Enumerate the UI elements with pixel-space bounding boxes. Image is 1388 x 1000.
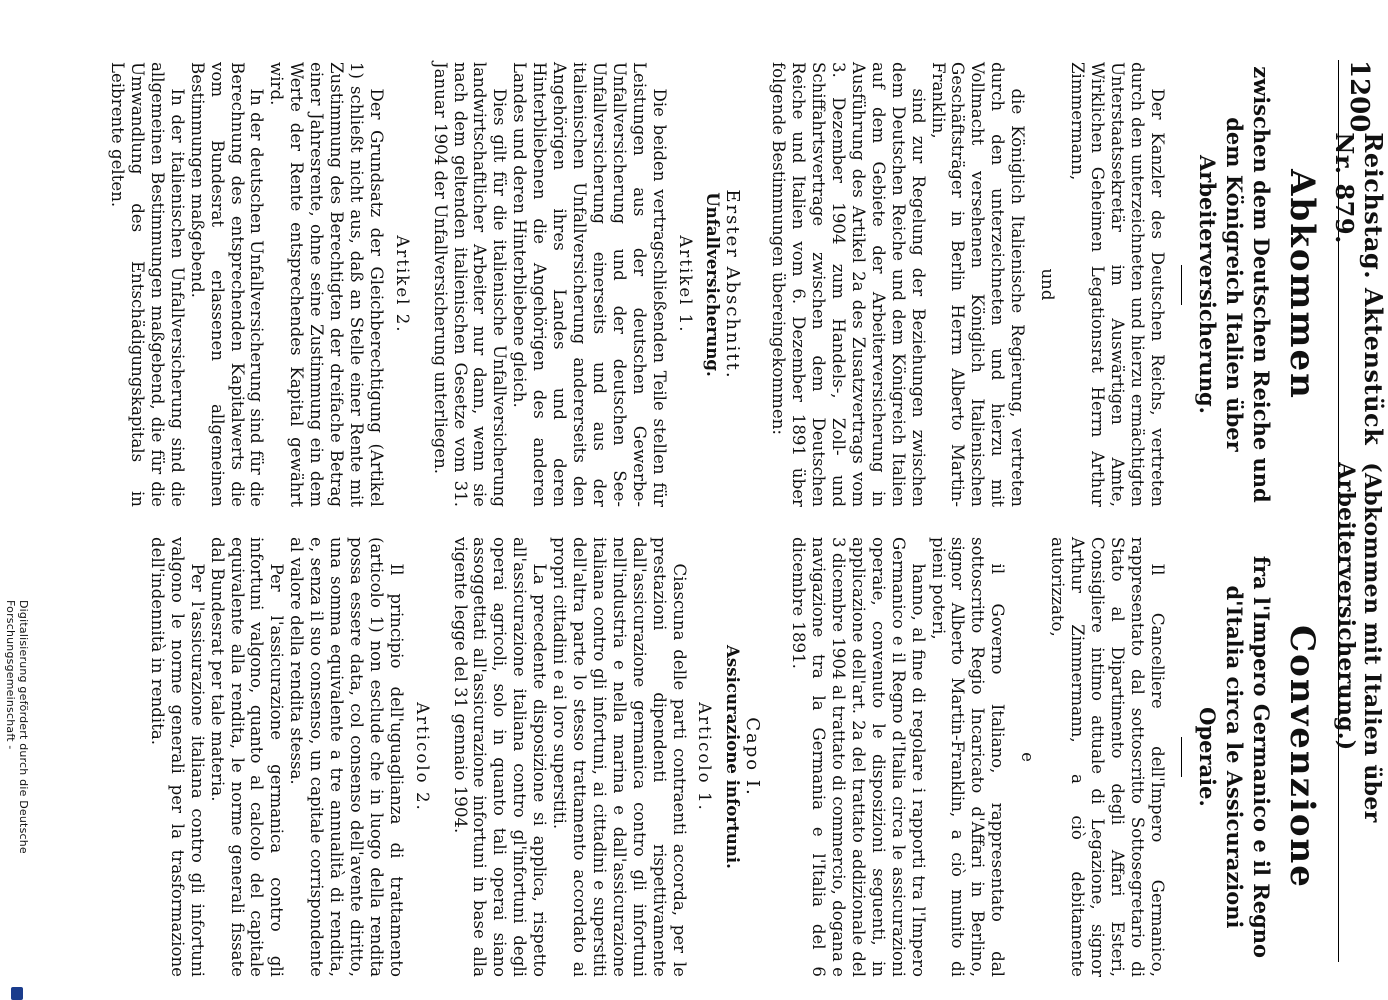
italian-paragraph: La precedente disposizione si applica, rispetto all'assicurazione italiana contro gl'infortuni degli operai agricoli, solo in quanto tali operai siano assoggettati all'assicurazione infortuni in base alla vigente legge del 31 gennaio 1904. xyxy=(450,537,550,977)
german-subtitle: zwischen dem Deutschen Reiche und dem Königreich Italien über Arbeiterversicherung. xyxy=(1195,66,1275,503)
german-paragraph: In der italienischen Unfallversicherung sind die allgemeinen Bestimmungen maßgebend, die für die Umwandlung des Entschädigungskapitals in Leibrente gelten. xyxy=(108,62,187,507)
digitization-footer xyxy=(4,0,30,1000)
italian-paragraph: Ciascuna delle parti contraenti accorda, per le prestazioni dipendenti rispettivamente dall'assicurazione germanica contro gli infortuni nell'industria e nella marina e dall'assicurazione italiana contro gli infortuni, ai cittadini e superstiti dell'altra parte lo stesso trattamento accordato ai propri cittadini e ai loro superstiti. xyxy=(550,537,689,977)
italian-section-heading: Capo I. xyxy=(742,717,764,797)
german-paragraph: Der Kanzler des Deutschen Reichs, vertreten durch den unterzeichneten und hierzu ermächtigten Unterstaatssekretär im Auswärtigen Amte, Wirklichen Geheimen Legationsrat Herrn Arthur Zimmermann, xyxy=(1067,62,1167,507)
italian-column xyxy=(20,537,1322,977)
italian-paragraph: Per l'assicurazione italiana contro gli infortuni valgono le norme generali per la trasformazione dell'indennità in rendita. xyxy=(147,537,207,977)
footer-credit-text: Digitalisierung gefördert durch die Deutsche Forschungsgemeinschaft - xyxy=(4,600,30,854)
italian-section-subheading: Assicurazione infortuni. xyxy=(723,645,744,869)
german-column xyxy=(20,62,1322,507)
italian-subtitle: fra l'Impero Germanico e il Regno d'Italia circa le Assicurazioni Operaie. xyxy=(1195,555,1275,959)
german-paragraph: Die beiden vertragschließenden Teile stellen für Leistungen aus der deutschen Gewerbe-Unfallversicherung und der deutschen See-Unfallversicherung einerseits und aus der italienischen Unfallversicherung andererseits den Angehörigen ihres Landes und deren Hinterbliebenen die Angehörigen des anderen Landes und deren Hinterbliebene gleich. xyxy=(510,62,669,507)
italian-paragraph: Per l'assicurazione germanica contro gli infortuni valgono, quanto al calcolo del capitale equivalente alla rendita, le norme generali fissate dal Bundesrat per tale materia. xyxy=(207,537,287,977)
page-header xyxy=(1330,60,1388,962)
italian-article-2-heading: Articolo 2. xyxy=(412,702,432,812)
dfg-logo-icon xyxy=(11,987,23,1000)
german-paragraph: sind zur Regelung der Beziehungen zwischen dem Deutschen Reiche und dem Königreich Italien auf dem Gebiete der Arbeiterversicherung in Ausführung des Artikel 2a des Zusatzvertrags vom 3. Dezember 1904 zum Handels-, Zoll- und Schiffahrtsvertrage zwischen dem Deutschen Reiche und Italien vom 6. Dezember 1891 über folgende Bestimmungen übereingekommen: xyxy=(769,62,928,507)
italian-paragraph: Il Cancelliere dell'Impero Germanico, rappresentato dal sottoscritto Sottosegretario di Stato al Dipartimento degli Affari Esteri, Consigliere intimo attuale di Legazione, signor Arthur Zimmermann, a ciò debitamente autorizzato, xyxy=(1048,537,1167,977)
page-number: 1200 xyxy=(1344,60,1374,133)
german-paragraph: Der Grundsatz der Gleichberechtigung (Artikel 1) schließt nicht aus, daß an Stelle einer Rente mit Zustimmung des Berechtigten der dreifache Betrag einer Jahresrente, ohne seine Zustimmung ein dem Werte der Rente entsprechendes Kapital gewährt wird. xyxy=(267,62,386,507)
italian-paragraph: il Governo Italiano, rappresentato dal sottoscritto Regio Incaricato d'Affari in Berlino, signor Alberto Martin-Franklin, a ciò munito di pieni poteri, xyxy=(928,537,1008,977)
italian-title: Convenzione xyxy=(1282,625,1322,889)
german-article-2-heading: Artikel 2. xyxy=(392,235,412,334)
german-section-subheading: Unfallversicherung. xyxy=(703,192,724,377)
italian-paragraph: hanno, al fine di regolare i rapporti tra l'Impero Germanico e il Regno d'Italia circa le assicurazioni operaie, convenuto le disposizioni seguenti, in applicazione dell'art. 2a del trattato addizionale del 3 dicembre 1904 al trattato di commercio, dogana e navigazione tra la Germania e l'Italia del 6 dicembre 1891. xyxy=(789,537,928,977)
german-paragraph: die Königlich Italienische Regierung, vertreten durch den unterzeichneten und hierzu mit Vollmacht versehenen Königlich Italienischen Geschäftsträger in Berlin Herrn Alberto Martin-Franklin, xyxy=(928,62,1028,507)
title-divider xyxy=(1181,737,1183,777)
german-title: Abkommen xyxy=(1282,169,1322,400)
title-divider xyxy=(1181,265,1183,305)
header-title-right: (Abkommen mit Italien über Arbeiterversicherung.) xyxy=(1333,462,1385,823)
german-section-heading: Erster Abschnitt. xyxy=(722,189,744,380)
german-conjunction: und xyxy=(1038,268,1058,301)
italian-conjunction: e xyxy=(1018,752,1038,762)
italian-paragraph: Il principio dell'uguaglianza di trattamento (articolo 1) non esclude che in luogo della rendita possa essere data, col consenso dell'avente diritto, una somma equivalente a tre annualità di rendita, e, senza il suo consenso, un capitale corrispondente al valore della rendita stessa. xyxy=(287,537,406,977)
german-paragraph: Dies gilt für die italienische Unfallversicherung landwirtschaftlicher Arbeiter nur dann, wenn sie nach dem geltenden italienischen Gesetze vom 31. Januar 1904 der Unfallversicherung unterliegen. xyxy=(430,62,510,507)
header-title-left: Reichstag. Aktenstück Nr. 879. xyxy=(1330,132,1388,446)
german-article-1-heading: Artikel 1. xyxy=(675,235,695,334)
german-paragraph: In der deutschen Unfallversicherung sind für die Berechnung des entsprechenden Kapitalwerts die vom Bundesrat erlassenen allgemeinen Bestimmungen maßgebend. xyxy=(187,62,267,507)
italian-article-1-heading: Articolo 1. xyxy=(695,702,715,812)
